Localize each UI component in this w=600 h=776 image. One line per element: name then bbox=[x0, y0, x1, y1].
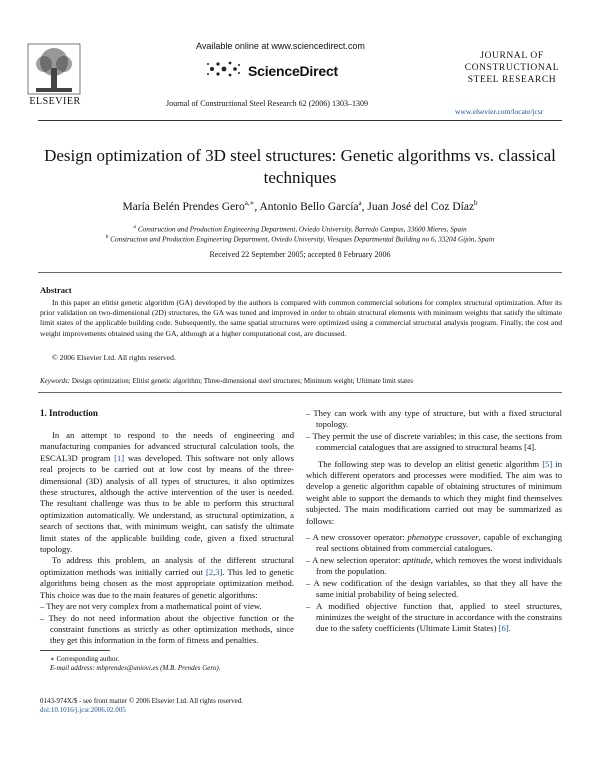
list-item: – A new selection operator: aptitude, which removes the worst individuals from the population. bbox=[306, 554, 562, 577]
keywords-text: Design optimization; Elitist genetic algorithm; Three-dimensional steel structures; Minimum weight; Ultimate limit states bbox=[71, 377, 414, 385]
author-affil-mark[interactable]: b bbox=[474, 199, 478, 207]
abstract-text: In this paper an elitist genetic algorithm (GA) developed by the authors is compared with common commercial solutions for complex structural optimization. After its prior validation on two-dimensional (2D) structures, the GA was tuned and improved in order to obtain structural elements with minimum weights that satisfy the ultimate limit states of the applicable building code. Subsequently, the same spatial structures were optimized using a commercial structural analysis program. Finally, the cost and weight improvements obtained using the GA, although at a higher computational cost, are discussed. bbox=[40, 298, 562, 338]
footnote bbox=[50, 655, 220, 673]
affiliation-mark: a bbox=[133, 224, 137, 230]
paper-title: Design optimization of 3D steel structures: Genetic algorithms vs. classical techniques bbox=[44, 146, 556, 187]
section-heading-introduction: 1. Introduction bbox=[40, 408, 98, 418]
list-item: – They permit the use of discrete variables; in this case, the sections from commercial catalogues that are assigned to structural beams [4]. bbox=[306, 430, 562, 453]
list-item: – They do not need information about the objective function or the constraint functions as strictly as other optimization methods, since they get this information in the form of fitness and penalties. bbox=[40, 612, 294, 646]
list-item: – A new crossover operator: phenotype crossover, capable of exchanging real sections obtained from commercial catalogues. bbox=[306, 532, 563, 554]
keywords-label: Keywords: bbox=[40, 377, 71, 385]
abstract-copyright: © 2006 Elsevier Ltd. All rights reserved. bbox=[52, 353, 176, 362]
citation-link[interactable]: [2,3] bbox=[205, 566, 223, 577]
journal-title-line-3: STEEL RESEARCH bbox=[467, 75, 557, 85]
publisher-name: ELSEVIER bbox=[29, 96, 81, 107]
corresponding-author-note: ∗ Corresponding author. bbox=[50, 655, 120, 663]
header-divider bbox=[38, 120, 562, 121]
feature-list-continued bbox=[306, 408, 562, 454]
citation-link[interactable]: [6]. bbox=[498, 623, 511, 634]
journal-title-line-2: CONSTRUCTIONAL bbox=[464, 63, 560, 73]
paragraph: To address this problem, an analysis of the different structural optimization methods was initially carried out [2,3]. This led to genetic algorithms being chosen as the most appropriate optimization method. This choice was due to the main features of genetic algorithms: bbox=[40, 555, 294, 600]
list-item: – They are not very complex from a mathematical point of view. bbox=[40, 601, 262, 612]
list-item: – A modified objective function that, applied to steel structures, minimizes the weight of the structure in accordance with the constrains due to the safety coefficients (Ultimate Limit States) [6]. bbox=[306, 600, 562, 634]
affiliation-mark: b bbox=[105, 234, 109, 240]
journal-url-link[interactable]: www.elsevier.com/locate/jcsr bbox=[455, 107, 544, 116]
list-item: – They can work with any type of structure, but with a fixed structural topology. bbox=[306, 408, 562, 430]
email-address[interactable]: E-mail address: mbprendes@uniovi.es (M.B. Prendes Gero). bbox=[50, 664, 221, 672]
right-column bbox=[306, 408, 562, 635]
footnote-divider bbox=[40, 650, 110, 651]
issn-text: 0143-974X/$ - see front matter © 2006 Elsevier Ltd. All rights reserved. bbox=[40, 697, 244, 705]
issn-footer bbox=[40, 697, 243, 715]
affiliation-text: Construction and Production Engineering Department, Oviedo University, Viesques Departmental Building no 6, 33204 Gijón, Spain bbox=[110, 235, 495, 244]
journal-title bbox=[462, 50, 562, 86]
author-affil-mark[interactable]: a bbox=[358, 199, 362, 207]
author-list: María Belén Prendes Gero$^{a,∗}$, Antonio Bello García$^a$, Juan José del Coz Díaz$^b$ bbox=[122, 199, 478, 213]
left-column bbox=[40, 430, 294, 647]
feature-list bbox=[40, 601, 294, 647]
author-affil-mark[interactable]: a,∗ bbox=[244, 199, 255, 207]
abstract-bottom-divider bbox=[38, 392, 562, 393]
modification-list bbox=[306, 532, 562, 635]
keywords bbox=[40, 377, 562, 385]
paragraph: The following step was to develop an elitist genetic algorithm [5] in which different operators and processes were modified. The aim was to develop a genetic algorithm capable of obtaining structures of minimum weight able to support the demands to which they might find themselves subjected. The main modifications carried out may be summarized as follows: bbox=[306, 458, 562, 526]
sciencedirect-wordmark: ScienceDirect bbox=[248, 63, 339, 79]
paragraph: In an attempt to respond to the needs of engineering and manufacturing companies for advanced structural calculation tools, the ESCAL3D program [1] was developed. This software not only allows real projects to be carried out at low cost by means of the three-dimensional (3D) analysis of all types of structures, it also optimizes these structures, although the active intervention of the user is needed. The resultant challenge was thus to be able to perform this structural optimization automatically. We understand, as structural optimization, a search of sections that, with minimum weight, can satisfy the ultimate limit states of the applicable building code, given a fixed structural topology. bbox=[40, 430, 294, 555]
abstract-top-divider bbox=[38, 272, 562, 273]
sciencedirect-logo-icon bbox=[204, 58, 244, 80]
author-name: María Belén Prendes Gero bbox=[122, 200, 245, 213]
citation-link[interactable]: [1] bbox=[114, 452, 125, 463]
affiliation-b bbox=[40, 232, 560, 244]
citation-link[interactable]: [5] bbox=[542, 458, 553, 469]
elsevier-tree-logo-icon bbox=[26, 42, 82, 102]
journal-reference: Journal of Constructional Steel Research 62 (2006) 1303–1309 bbox=[166, 99, 368, 108]
abstract-heading: Abstract bbox=[40, 285, 72, 295]
journal-title-line-1: JOURNAL OF bbox=[480, 51, 544, 61]
author-name: Antonio Bello García bbox=[259, 200, 359, 213]
author-name: Juan José del Coz Díaz bbox=[367, 200, 475, 213]
list-item: – A new codification of the design variables, so that they all have the same initial probability of being selected. bbox=[306, 577, 562, 600]
doi-link[interactable]: doi:10.1016/j.jcsr.2006.02.005 bbox=[40, 706, 126, 714]
available-online-text[interactable]: Available online at www.sciencedirect.com bbox=[196, 41, 365, 51]
received-dates: Received 22 September 2005; accepted 8 February 2006 bbox=[209, 250, 391, 259]
affiliation-text: Construction and Production Engineering Department, Oviedo University, Barredo Campus, 33600 Mieres, Spain bbox=[137, 225, 467, 234]
